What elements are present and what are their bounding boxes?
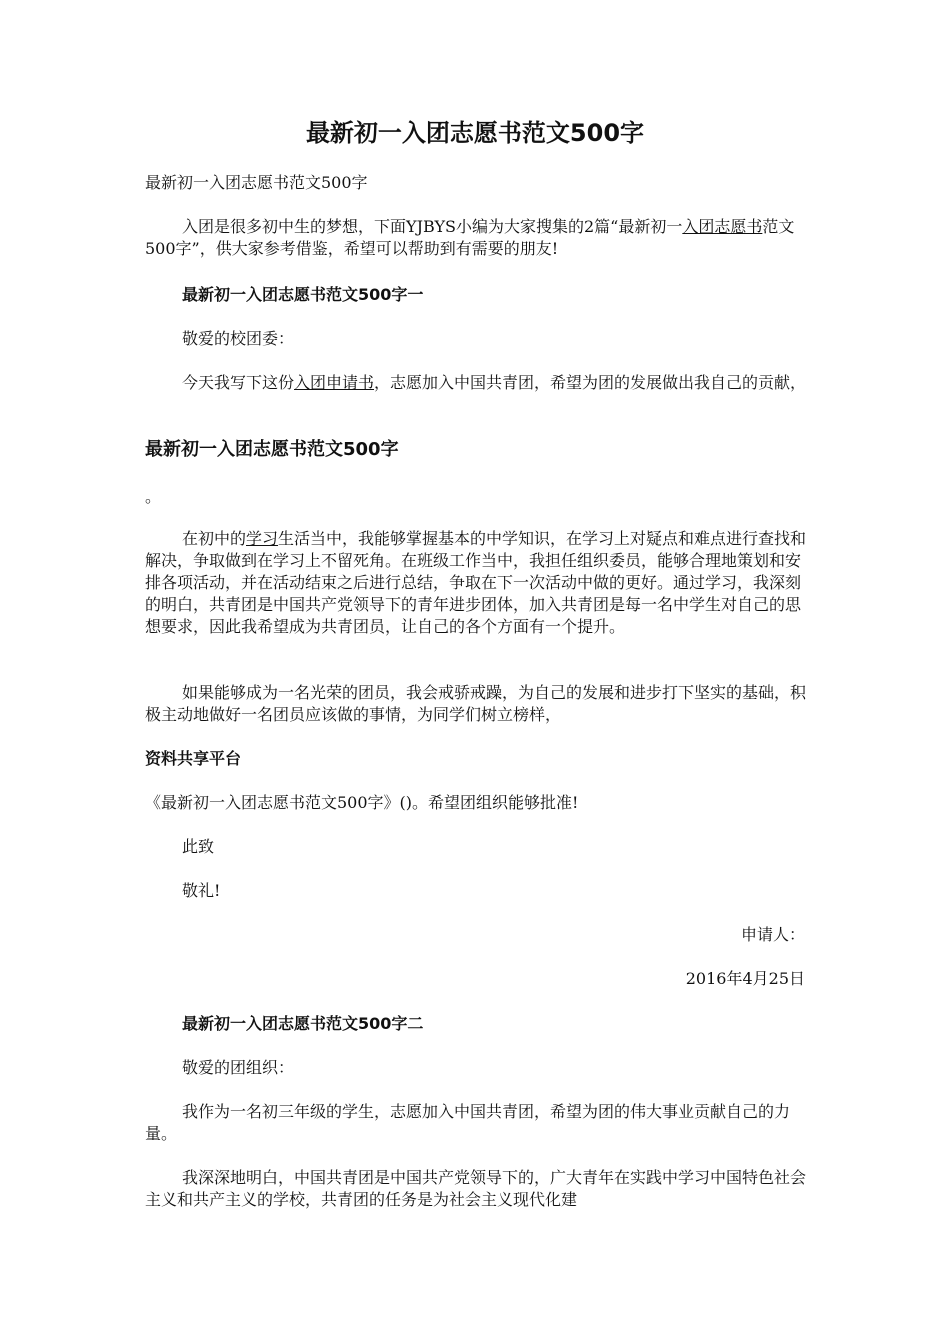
- section1-heading: 最新初一入团志愿书范文500字一: [182, 285, 424, 304]
- section1-paragraph-1: [145, 372, 810, 394]
- intro-text-after: 范文500字”，供大家参考借鉴，希望可以帮助到有需要的朋友!: [145, 217, 795, 258]
- section2-heading: 最新初一入团志愿书范文500字二: [182, 1014, 424, 1033]
- section2-paragraph-1: 我作为一名初三年级的学生，志愿加入中国共青团，希望为团的伟大事业贡献自己的力量。: [145, 1102, 791, 1143]
- p1-text-before: 今天我写下这份: [182, 373, 295, 392]
- signature-date: 2016年4月25日: [685, 969, 805, 988]
- section2-paragraph-2: 我深深地明白，中国共青团是中国共产党领导下的，广大青年在实践中学习中国特色社会主义和共产主义的学校，共青团的任务是为社会主义现代化建: [145, 1168, 807, 1209]
- signature-label: 申请人：: [740, 925, 805, 944]
- study-link[interactable]: 学习: [246, 529, 279, 548]
- section1-paragraph-2: [145, 528, 810, 638]
- intro-link[interactable]: 入团志愿书: [682, 217, 763, 236]
- section2-salutation: 敬爱的团组织：: [182, 1058, 295, 1077]
- section1-paragraph-4: 《最新初一入团志愿书范文500字》()。希望团组织能够批准!: [145, 793, 579, 812]
- application-link[interactable]: 入团申请书: [294, 373, 375, 392]
- intro-paragraph: [145, 216, 810, 260]
- closing-line-1: 此致: [182, 837, 215, 856]
- section1-paragraph-3: 如果能够成为一名光荣的团员，我会戒骄戒躁，为自己的发展和进步打下坚实的基础，积极主动地做好一名团员应该做的事情，为同学们树立榜样，: [145, 683, 807, 724]
- intro-text-before: 入团是很多初中生的梦想，下面YJBYS小编为大家搜集的2篇“最新初一: [182, 217, 683, 236]
- document-subtitle: 最新初一入团志愿书范文500字: [145, 173, 368, 192]
- platform-label: 资料共享平台: [145, 749, 242, 768]
- p2-text-after: 生活当中，我能够掌握基本的中学知识，在学习上对疑点和难点进行查找和解决，争取做到在学习上不留死角。在班级工作当中，我担任组织委员，能够合理地策划和安排各项活动，并在活动结束之后进行总结，争取在下一次活动中做的更好。通过学习，我深刻的明白，共青团是中国共产党领导下的青年进步团体，加入共青团是每一名中学生对自己的思想要求，因此我希望成为共青团员，让自己的各个方面有一个提升。: [145, 529, 807, 636]
- section1-salutation: 敬爱的校团委：: [182, 329, 295, 348]
- mid-heading: 最新初一入团志愿书范文500字: [145, 439, 399, 460]
- period-mark: 。: [145, 487, 162, 506]
- document-title: 最新初一入团志愿书范文500字: [305, 119, 645, 147]
- p1-text-after: ，志愿加入中国共青团，希望为团的发展做出我自己的贡献，: [374, 373, 807, 392]
- closing-line-2: 敬礼!: [182, 881, 221, 900]
- p2-text-before: 在初中的: [182, 529, 247, 548]
